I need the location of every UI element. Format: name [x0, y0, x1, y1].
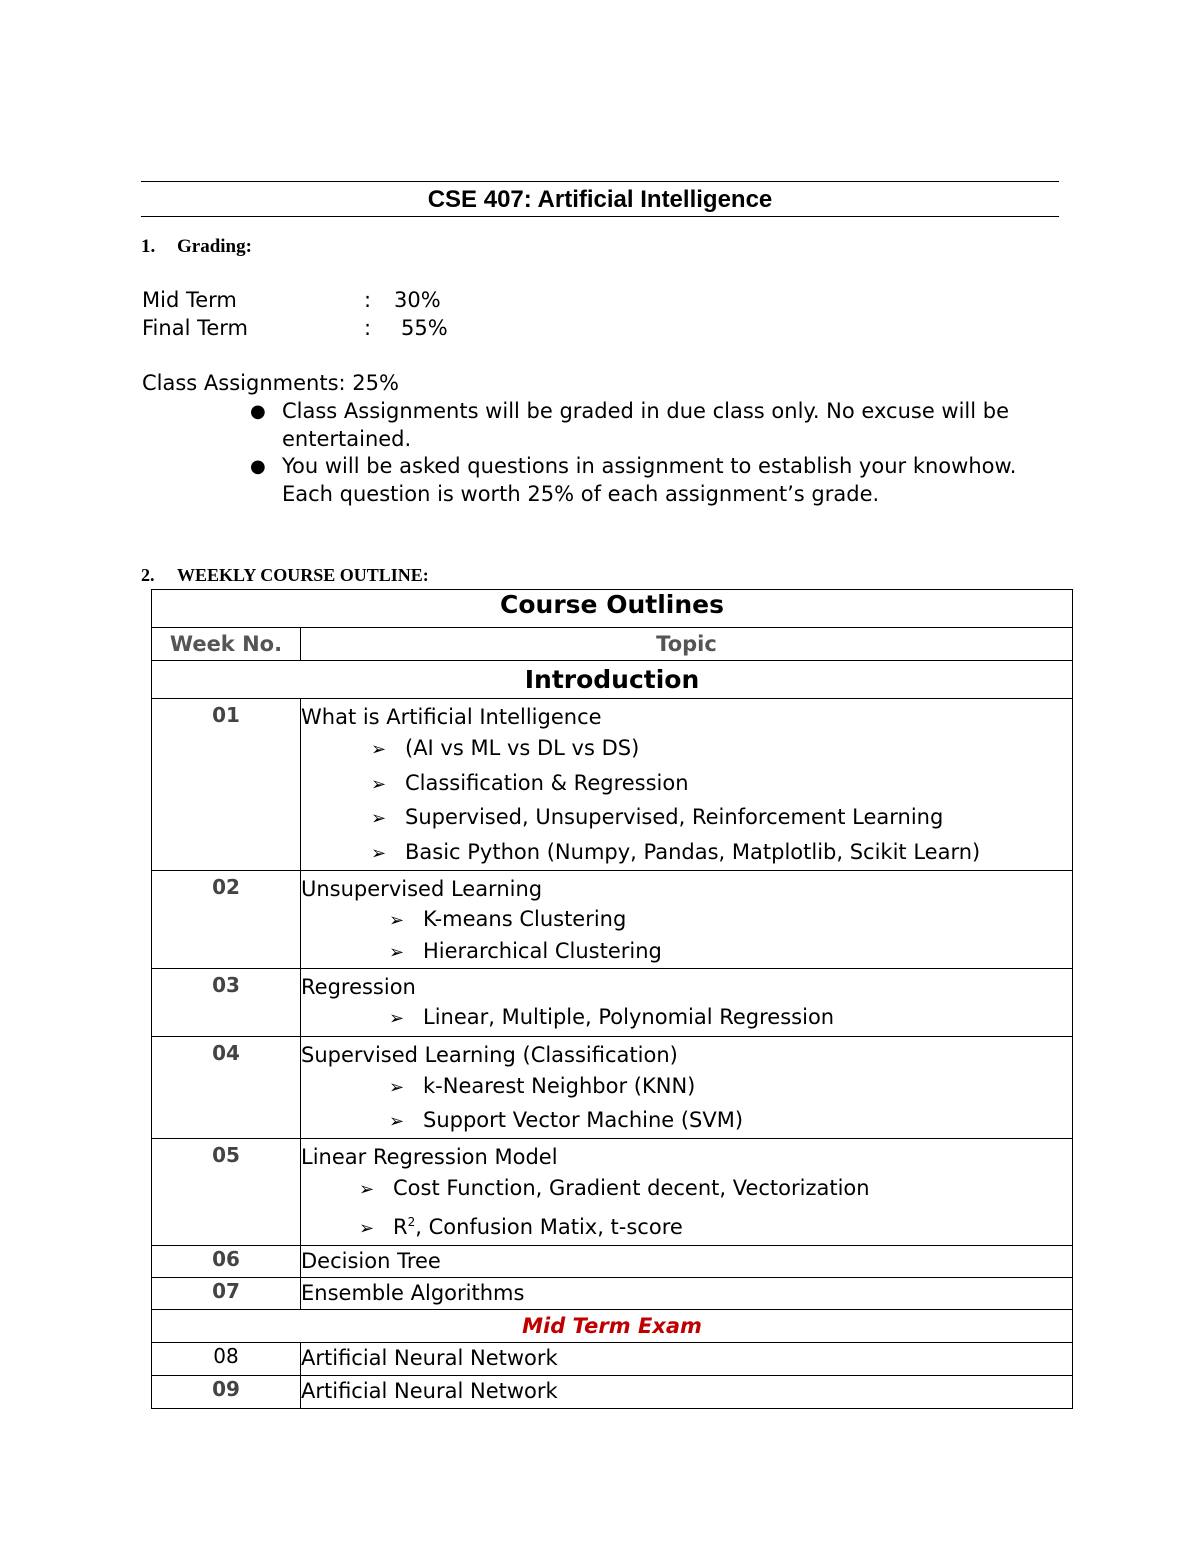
section-row: [152, 661, 1073, 699]
subtopic-text: Cost Function, Gradient decent, Vectorization: [393, 1176, 870, 1200]
subtopic: [301, 1172, 1072, 1206]
topic-title: Artificial Neural Network: [301, 1379, 558, 1403]
arrow-bullet-icon: ➢: [371, 808, 387, 829]
grading-number: 1.: [141, 236, 156, 257]
mid-term-row: [152, 1310, 1073, 1343]
week-topic: [301, 969, 1073, 1037]
outline-heading: [141, 565, 429, 586]
arrow-bullet-icon: ➢: [359, 1179, 375, 1200]
topic-title: What is Artificial Intelligence: [301, 705, 602, 729]
bullet-text: You will be asked questions in assignment to establish your knowhow. Each question is worth 25% of each assignment’s grade.: [282, 454, 1017, 506]
table-row: [152, 1343, 1073, 1376]
list-item: [250, 398, 1030, 453]
grade-label: Mid Term: [142, 288, 237, 312]
subtopic-text: (AI vs ML vs DL vs DS): [405, 736, 640, 760]
table-row: [152, 1376, 1073, 1409]
grading-heading: [141, 236, 252, 258]
subtopic: [301, 904, 1072, 936]
arrow-bullet-icon: ➢: [389, 942, 405, 963]
outline-heading-text: WEEKLY COURSE OUTLINE:: [177, 565, 429, 585]
grade-colon: :: [364, 288, 372, 312]
arrow-bullet-icon: ➢: [389, 1077, 405, 1098]
r-squared-label: R: [393, 1215, 408, 1239]
topic-title: Supervised Learning (Classification): [301, 1043, 678, 1067]
column-header-topic: Topic: [301, 628, 1073, 661]
table-row: [152, 1037, 1073, 1139]
subtopic-text: Linear, Multiple, Polynomial Regression: [423, 1005, 835, 1029]
subtopic: [301, 1070, 1072, 1104]
subtopic: [301, 836, 1072, 871]
table-header-row: [152, 628, 1073, 661]
table-row: [152, 969, 1073, 1037]
topic-title: Regression: [301, 975, 416, 999]
document-title: CSE 407: Artificial Intelligence: [427, 186, 773, 213]
subtopic: [301, 767, 1072, 802]
grade-value: 55%: [401, 316, 448, 340]
week-number: 06: [152, 1246, 301, 1278]
grading-bullet-list: [250, 398, 1030, 508]
subtopic-text: Supervised, Unsupervised, Reinforcement Learning: [405, 805, 944, 829]
arrow-bullet-icon: ➢: [371, 842, 387, 864]
mid-term-exam-label: Mid Term Exam: [152, 1310, 1073, 1343]
grading-heading-text: Grading:: [177, 236, 252, 257]
arrow-bullet-icon: ➢: [389, 1008, 405, 1029]
arrow-bullet-icon: ➢: [371, 739, 387, 760]
week-number: 09: [152, 1376, 301, 1409]
week-number: 08: [152, 1343, 301, 1376]
subtopic: [301, 1104, 1072, 1138]
subtopic-text: Classification & Regression: [405, 770, 689, 795]
subtopic-text: , Confusion Matix, t-score: [415, 1215, 683, 1239]
week-number: 01: [152, 699, 301, 871]
subtopic-text: K-means Clustering: [423, 907, 627, 931]
outline-number: 2.: [141, 565, 155, 585]
table-row: [152, 1278, 1073, 1310]
week-topic: [301, 1037, 1073, 1139]
arrow-bullet-icon: ➢: [371, 773, 387, 795]
subtopic: [301, 1002, 1072, 1034]
subtopic-text: k-Nearest Neighbor (KNN): [423, 1074, 696, 1098]
section-introduction: Introduction: [152, 661, 1073, 699]
week-topic: [301, 1278, 1073, 1310]
topic-title: Artificial Neural Network: [301, 1346, 558, 1370]
arrow-bullet-icon: ➢: [389, 1111, 405, 1132]
table-caption: Course Outlines: [152, 590, 1073, 628]
topic-title: Decision Tree: [301, 1249, 441, 1273]
week-number: 02: [152, 871, 301, 969]
subtopic: [301, 936, 1072, 968]
subtopic-text: Support Vector Machine (SVM): [423, 1108, 744, 1132]
table-row: [152, 871, 1073, 969]
subtopic: [301, 1206, 1072, 1245]
week-topic: [301, 871, 1073, 969]
week-number: 04: [152, 1037, 301, 1139]
course-outline-table: [151, 589, 1073, 1409]
week-number: 07: [152, 1278, 301, 1310]
grade-value: 30%: [394, 288, 441, 312]
table-caption-row: [152, 590, 1073, 628]
bullet-icon: ●: [250, 456, 266, 477]
grade-colon: :: [364, 316, 372, 340]
week-topic: [301, 1139, 1073, 1246]
arrow-bullet-icon: ➢: [359, 1218, 375, 1239]
subtopic: [301, 801, 1072, 836]
arrow-bullet-icon: ➢: [389, 910, 405, 931]
column-header-week: Week No.: [152, 628, 301, 661]
subtopic-text: Basic Python (Numpy, Pandas, Matplotlib, Scikit Learn): [405, 839, 981, 864]
topic-title: Ensemble Algorithms: [301, 1281, 525, 1305]
title-block: [141, 181, 1059, 217]
list-item: [250, 453, 1030, 508]
topic-title: Linear Regression Model: [301, 1145, 558, 1169]
table-row: [152, 1139, 1073, 1246]
subtopic-text: Hierarchical Clustering: [423, 939, 662, 963]
week-topic: [301, 1343, 1073, 1376]
table-row: [152, 1246, 1073, 1278]
topic-title: Unsupervised Learning: [301, 877, 543, 901]
table-row: [152, 699, 1073, 871]
week-number: 03: [152, 969, 301, 1037]
r-squared-exponent: 2: [407, 1215, 416, 1229]
grade-label: Final Term: [142, 316, 248, 340]
week-topic: [301, 699, 1073, 871]
bullet-text: Class Assignments will be graded in due class only. No excuse will be entertained.: [282, 399, 1010, 451]
week-topic: [301, 1376, 1073, 1409]
week-number: 05: [152, 1139, 301, 1246]
subtopic: [301, 732, 1072, 767]
bullet-icon: ●: [250, 401, 266, 422]
class-assignments-line: Class Assignments: 25%: [142, 371, 399, 395]
week-topic: [301, 1246, 1073, 1278]
